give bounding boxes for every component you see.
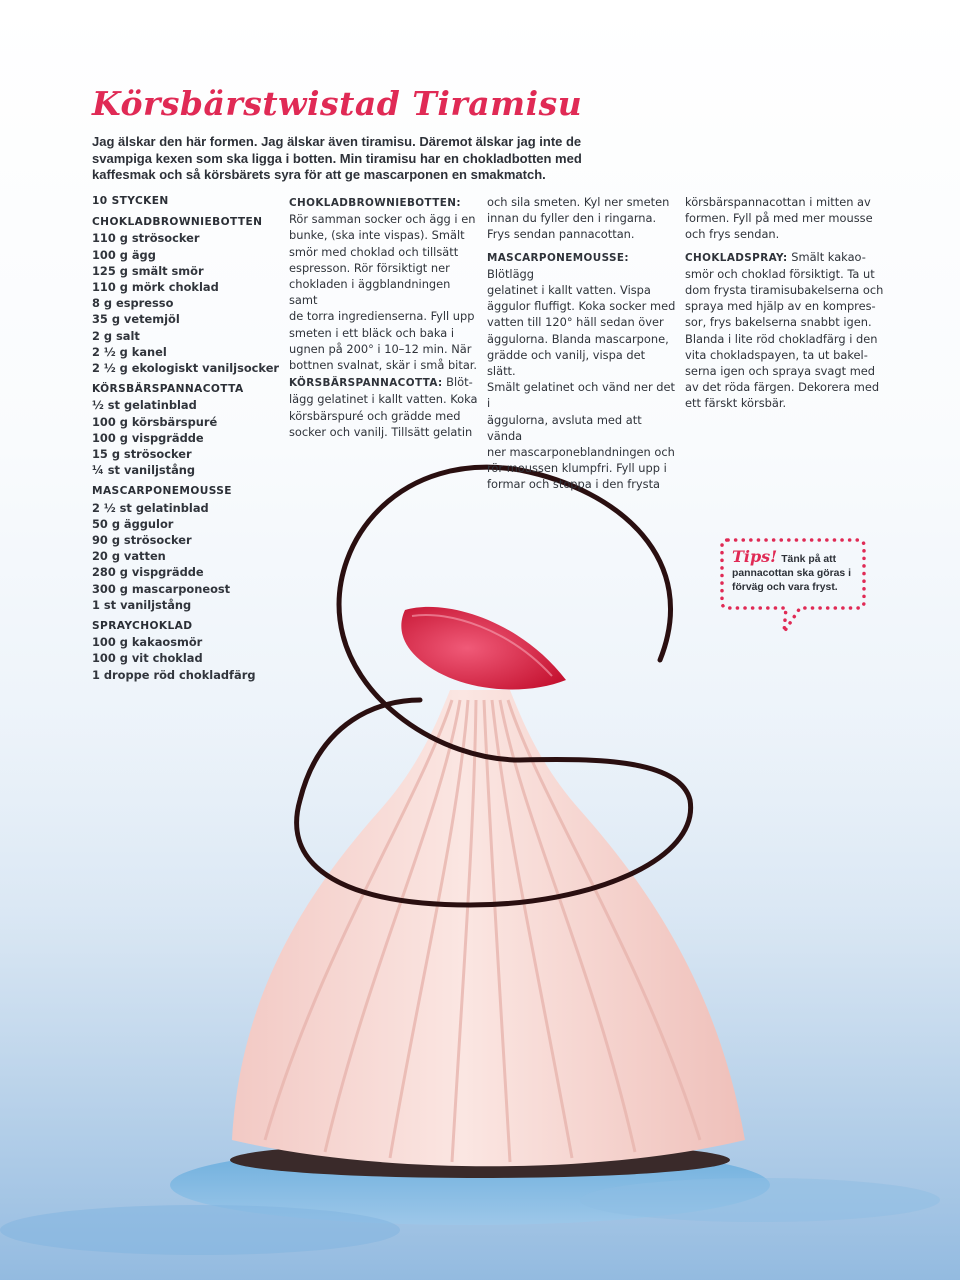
step-paragraph: [685, 194, 885, 243]
ingredient-item: 280 g vispgrädde: [92, 565, 204, 580]
step-line: och frys sendan.: [685, 227, 780, 242]
step-line: körsbärspuré och grädde med: [289, 408, 461, 423]
ingredient-group: [92, 618, 282, 683]
ingredient-group: [92, 483, 282, 613]
step-line: av det röda färgen. Dekorera med: [685, 380, 880, 395]
step-heading: CHOKLADBROWNIEBOTTEN:: [289, 197, 461, 209]
ingredient-item: 8 g espresso: [92, 296, 174, 311]
tips-text: Tänk på att pannacottan ska göras i förväg och vara fryst.: [732, 554, 851, 593]
step-line: körsbärspannacottan i mitten av: [685, 195, 871, 209]
step-line: smör med choklad och tillsätt: [289, 244, 459, 259]
ingredient-group-heading: MASCARPONEMOUSSE: [92, 485, 232, 498]
step-line: dom frysta tiramisubakelserna och: [685, 283, 884, 298]
ingredient-group-heading: SPRAYCHOKLAD: [92, 620, 193, 633]
step-paragraph: [685, 249, 885, 412]
step-line: innan du fyller den i ringarna.: [487, 211, 657, 226]
ingredient-item: 2 ½ st gelatinblad: [92, 500, 209, 515]
ingredient-item: 100 g vispgrädde: [92, 430, 204, 445]
instructions-column-3: [685, 194, 885, 413]
ingredient-item: 100 g vit choklad: [92, 651, 203, 666]
step-heading: KÖRSBÄRSPANNACOTTA:: [289, 377, 443, 390]
ingredient-item: ½ st gelatinblad: [92, 398, 197, 413]
ingredient-item: 100 g körsbärspuré: [92, 414, 218, 429]
ingredient-item: 100 g kakaosmör: [92, 635, 203, 650]
ingredient-item: 100 g ägg: [92, 247, 156, 262]
ingredient-list: [92, 193, 282, 688]
step-line: spraya med hjälp av en kompres-: [685, 299, 876, 314]
ingredient-item: 300 g mascarponeost: [92, 581, 231, 596]
ingredient-item: 35 g vetemjöl: [92, 312, 180, 327]
tips-content: [732, 547, 856, 595]
ingredient-item: 110 g mörk choklad: [92, 280, 219, 295]
step-line: Blötlägg: [487, 266, 535, 281]
ingredient-item: 2 ½ g kanel: [92, 344, 167, 359]
step-line: espresson. Rör försiktigt ner: [289, 260, 450, 275]
step-line: chokladen i äggblandningen samt: [289, 277, 451, 308]
step-line: bottnen svalnat, skär i små bitar.: [289, 358, 478, 373]
tips-label: Tips!: [732, 547, 778, 566]
step-line: grädde och vanilj, vispa det slätt.: [487, 347, 646, 379]
tips-box: [718, 536, 866, 636]
ingredient-group: [92, 214, 282, 376]
ingredient-item: 50 g äggulor: [92, 516, 174, 531]
ingredient-group-heading: KÖRSBÄRSPANNACOTTA: [92, 383, 244, 396]
ingredient-item: 110 g strösocker: [92, 231, 200, 246]
recipe-title: Körsbärstwistad Tiramisu: [92, 84, 583, 123]
step-line: Rör samman socker och ägg i en: [289, 212, 476, 227]
step-line: ner mascarponeblandningen och: [487, 445, 675, 460]
step-line: Blöt-: [446, 375, 473, 390]
step-paragraph: [487, 194, 677, 243]
ingredient-item: 15 g strösocker: [92, 447, 192, 462]
step-line: lägg gelatinet i kallt vatten. Koka: [289, 392, 478, 407]
ingredient-group-heading: CHOKLADBROWNIEBOTTEN: [92, 216, 263, 229]
step-line: äggulorna. Blanda mascarpone,: [487, 331, 669, 346]
ingredient-item: 1 st vaniljstång: [92, 597, 192, 612]
step-line: och sila smeten. Kyl ner smeten: [487, 195, 670, 209]
step-line: Smält gelatinet och vänd ner det i: [487, 380, 675, 411]
step-line: socker och vanilj. Tillsätt gelatin: [289, 424, 473, 439]
step-line: Frys sendan pannacottan.: [487, 227, 635, 242]
instructions-column-2: [487, 194, 677, 494]
step-line: ugnen på 200° i 10–12 min. När: [289, 341, 472, 356]
ingredient-item: 2 ½ g ekologiskt vaniljsocker: [92, 361, 280, 376]
ingredient-item: 20 g vatten: [92, 549, 166, 564]
step-line: bunke, (ska inte vispas). Smält: [289, 228, 465, 243]
step-line: gelatinet i kallt vatten. Vispa: [487, 283, 651, 298]
step-paragraph: [289, 374, 481, 440]
step-paragraph: [289, 194, 481, 373]
ingredient-item: 125 g smält smör: [92, 263, 204, 278]
step-line: smör och choklad försiktigt. Ta ut: [685, 266, 875, 281]
step-paragraph: [487, 249, 677, 493]
step-line: ett färskt körsbär.: [685, 396, 787, 411]
servings-group: [92, 193, 282, 209]
ingredient-item: ¼ st vaniljstång: [92, 463, 196, 478]
step-line: smeten i ett bläck och baka i: [289, 325, 454, 340]
step-line: Smält kakao-: [787, 249, 866, 264]
recipe-intro: Jag älskar den här formen. Jag älskar även tiramisu. Däremot älskar jag inte de svampiga kexen som ska ligga i botten. Min tiramisu har en chokladbotten med kaffesmak och så körsbärets syra för att ge mascarponen en smakmatch.: [92, 134, 582, 182]
ingredient-item: 1 droppe röd chokladfärg: [92, 667, 256, 682]
step-heading: MASCARPONEMOUSSE:: [487, 251, 629, 264]
step-line: äggulorna, avsluta med att vända: [487, 412, 642, 443]
step-line: Blanda i lite röd chokladfärg i den: [685, 331, 878, 346]
step-line: formar och stoppa i den frysta: [487, 477, 661, 492]
step-heading: CHOKLADSPRAY:: [685, 251, 788, 264]
ingredient-item: 2 g salt: [92, 328, 140, 343]
step-line: formen. Fyll på med mer mousse: [685, 211, 873, 226]
step-line: vatten till 120° häll sedan över: [487, 315, 664, 330]
ingredient-group: [92, 381, 282, 478]
instructions-column-1: [289, 194, 481, 441]
step-line: sor, frys bakelserna snabbt igen.: [685, 315, 872, 330]
step-line: vita chokladspayen, ta ut bakel-: [685, 347, 868, 362]
servings: 10 STYCKEN: [92, 195, 169, 207]
step-line: äggulor fluffigt. Koka socker med: [487, 299, 676, 314]
step-line: serna igen och spraya svagt med: [685, 364, 876, 379]
ingredient-item: 90 g strösocker: [92, 533, 192, 548]
step-line: de torra ingredienserna. Fyll upp: [289, 309, 475, 324]
step-line: rör moussen klumpfri. Fyll upp i: [487, 461, 667, 476]
